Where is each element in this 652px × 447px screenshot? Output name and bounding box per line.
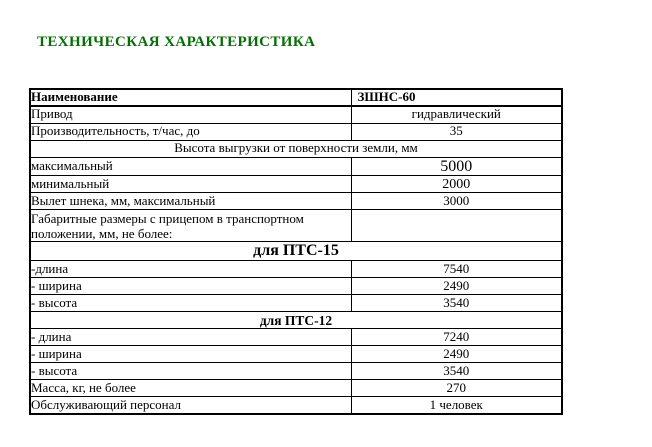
table-row [30, 380, 562, 397]
row-label: - высота [30, 363, 351, 380]
row-value: 3000 [351, 193, 562, 210]
table-row-section [30, 312, 562, 329]
table-row [30, 397, 562, 414]
table-row [30, 193, 562, 210]
row-label: Вылет шнека, мм, максимальный [30, 193, 351, 210]
row-value [351, 210, 562, 242]
table-row [30, 261, 562, 278]
row-value: 2490 [351, 346, 562, 363]
row-label: Привод [30, 106, 351, 123]
row-value: 1 человек [351, 397, 562, 414]
row-value: 35 [351, 123, 562, 140]
row-label: Масса, кг, не более [30, 380, 351, 397]
row-value: 3540 [351, 295, 562, 312]
table-row [30, 278, 562, 295]
row-value: 5000 [351, 157, 562, 176]
row-name-label: Наименование [30, 89, 351, 106]
table-row [30, 157, 562, 176]
row-label: - длина [30, 329, 351, 346]
row-label: -длина [30, 261, 351, 278]
section-header: для ПТС-15 [30, 242, 562, 261]
table-row [30, 176, 562, 193]
page-title: ТЕХНИЧЕСКАЯ ХАРАКТЕРИСТИКА [37, 34, 316, 50]
row-value: 2490 [351, 278, 562, 295]
row-value: 7240 [351, 329, 562, 346]
table-row [30, 123, 562, 140]
section-header: для ПТС-12 [30, 312, 562, 329]
table-row [30, 363, 562, 380]
row-value: 7540 [351, 261, 562, 278]
table-row [30, 346, 562, 363]
table-row [30, 295, 562, 312]
row-label: Габаритные размеры с прицепом в транспортном положении, мм, не более: [30, 210, 351, 242]
row-value: гидравлический [351, 106, 562, 123]
table-row [30, 106, 562, 123]
table-row-header [30, 89, 562, 106]
row-value: 3540 [351, 363, 562, 380]
row-value: 2000 [351, 176, 562, 193]
row-name-value: ЗШНС-60 [351, 89, 562, 106]
table-row [30, 329, 562, 346]
row-value: 270 [351, 380, 562, 397]
table-row-section [30, 140, 562, 157]
row-label: - ширина [30, 346, 351, 363]
row-label: Производительность, т/час, до [30, 123, 351, 140]
section-header: Высота выгрузки от поверхности земли, мм [30, 140, 562, 157]
spec-table [29, 88, 563, 415]
row-label: - высота [30, 295, 351, 312]
row-label: - ширина [30, 278, 351, 295]
row-label: максимальный [30, 157, 351, 176]
row-label: Обслуживающий персонал [30, 397, 351, 414]
table-row-section [30, 242, 562, 261]
table-row [30, 210, 562, 242]
row-label: минимальный [30, 176, 351, 193]
